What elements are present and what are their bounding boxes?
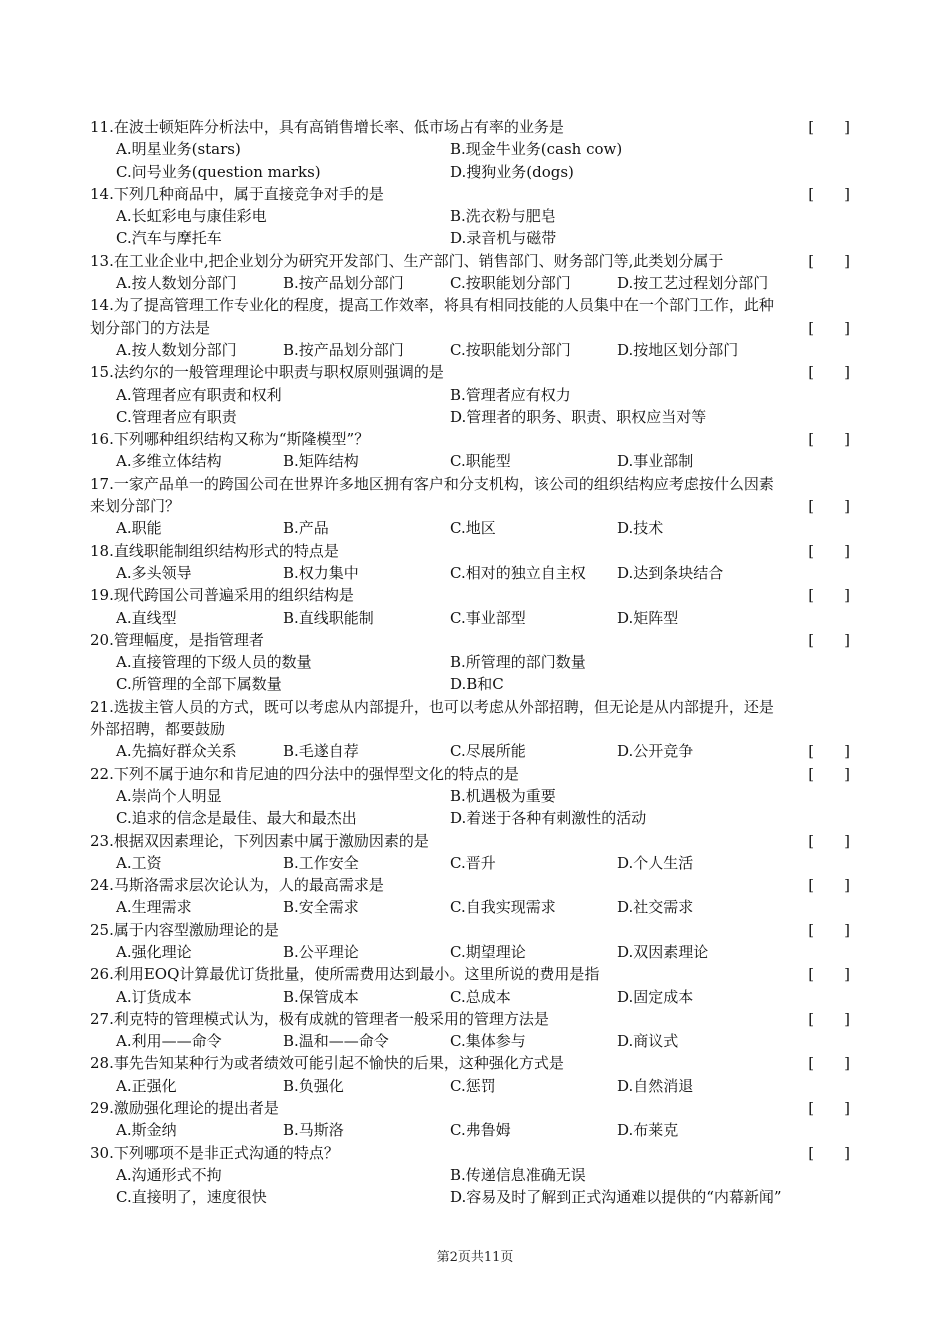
answer-bracket[interactable]: [ ]: [808, 630, 850, 649]
question-item: [90, 830, 860, 875]
question-item: [90, 361, 860, 428]
answer-option[interactable]: C.相对的独立自主权: [450, 563, 586, 582]
answer-option[interactable]: B.机遇极为重要: [450, 786, 556, 805]
question-item: [90, 294, 860, 361]
answer-option[interactable]: A.管理者应有职责和权利: [116, 385, 282, 404]
answer-option[interactable]: D.按工艺过程划分部门: [617, 274, 769, 293]
question-item: [90, 1097, 860, 1142]
question-stem-text: 14.为了提高管理工作专业化的程度，提高工作效率，将具有相同技能的人员集中在一个部门工作，此种: [90, 296, 774, 315]
question-item: [90, 540, 860, 585]
answer-option[interactable]: C.所管理的全部下属数量: [116, 675, 282, 694]
question-stem: [90, 763, 860, 785]
question-stem: [90, 116, 860, 138]
answer-option[interactable]: D.布莱克: [617, 1121, 679, 1140]
options-row: [90, 161, 860, 183]
options-row: [90, 339, 860, 361]
options-row: [90, 1164, 860, 1186]
options-row: [90, 1119, 860, 1141]
answer-option[interactable]: C.尽展所能: [450, 742, 526, 761]
question-stem: [90, 874, 860, 896]
answer-option[interactable]: A.明星业务(stars): [116, 140, 241, 159]
answer-option[interactable]: D.公开竞争: [617, 742, 694, 761]
answer-option[interactable]: A.订货成本: [116, 987, 192, 1006]
answer-option[interactable]: B.公平理论: [283, 942, 359, 961]
answer-bracket[interactable]: [ ]: [808, 430, 850, 449]
question-stem-text: 26.利用EOQ计算最优订货批量，使所需费用达到最小。这里所说的费用是指: [90, 965, 600, 984]
answer-option[interactable]: A.长虹彩电与康佳彩电: [116, 207, 267, 226]
options-row: [90, 651, 860, 673]
answer-option[interactable]: D.社交需求: [617, 898, 694, 917]
question-item: [90, 1142, 860, 1209]
options-row: [90, 1186, 860, 1208]
options-row: [90, 896, 860, 918]
question-stem-text: 24.马斯洛需求层次论认为，人的最高需求是: [90, 876, 384, 895]
question-stem-text: 27.利克特的管理模式认为，极有成就的管理者一般采用的管理方法是: [90, 1009, 549, 1028]
question-stem-text: 22.下列不属于迪尔和肯尼迪的四分法中的强悍型文化的特点的是: [90, 764, 519, 783]
question-stem-text: 11.在波士顿矩阵分析法中，具有高销售增长率、低市场占有率的业务是: [90, 118, 564, 136]
answer-option[interactable]: B.直线职能制: [283, 608, 374, 627]
question-item: [90, 1008, 860, 1053]
question-stem: [90, 830, 860, 852]
answer-option[interactable]: D.双因素理论: [617, 942, 709, 961]
answer-option[interactable]: C.追求的信念是最佳、最大和最杰出: [116, 809, 357, 828]
page-footer: 第2页共11页: [436, 1250, 514, 1265]
question-stem: [90, 1142, 860, 1164]
answer-bracket[interactable]: [ ]: [808, 764, 850, 783]
answer-option[interactable]: A.先搞好群众关系: [116, 742, 237, 761]
answer-option[interactable]: B.传递信息准确无误: [450, 1165, 586, 1184]
answer-option[interactable]: A.生理需求: [116, 898, 192, 917]
question-item: [90, 250, 860, 295]
answer-option[interactable]: A.直线型: [116, 608, 177, 627]
question-stem-text: 18.直线职能制组织结构形式的特点是: [90, 541, 339, 560]
answer-option[interactable]: D.矩阵型: [617, 608, 679, 627]
options-row: [90, 1075, 860, 1097]
options-row: [90, 941, 860, 963]
question-stem-text: 15.法约尔的一般管理理论中职责与职权原则强调的是: [90, 363, 444, 382]
question-list: [90, 116, 860, 1209]
answer-option[interactable]: B.马斯洛: [283, 1121, 344, 1140]
answer-option[interactable]: B.毛遂自荐: [283, 742, 359, 761]
question-stem: [90, 294, 860, 316]
question-item: [90, 763, 860, 830]
answer-option[interactable]: A.职能: [116, 519, 162, 538]
question-stem-text: 25.属于内容型激励理论的是: [90, 920, 279, 939]
question-stem: [90, 361, 860, 383]
options-row: [90, 517, 860, 539]
question-stem: [90, 919, 860, 941]
question-stem: [90, 473, 860, 495]
answer-bracket[interactable]: [ ]: [808, 1054, 850, 1073]
answer-option[interactable]: A.按人数划分部门: [116, 274, 237, 293]
options-row: [90, 1030, 860, 1052]
answer-bracket[interactable]: [ ]: [808, 1143, 850, 1162]
options-row: [90, 673, 860, 695]
answer-option[interactable]: D.管理者的职务、职责、职权应当对等: [450, 407, 707, 426]
answer-option[interactable]: D.搜狗业务(dogs): [450, 162, 574, 181]
answer-option[interactable]: B.按产品划分部门: [283, 274, 404, 293]
answer-option[interactable]: A.正强化: [116, 1076, 177, 1095]
options-row: [90, 450, 860, 472]
options-row: [90, 807, 860, 829]
question-stem: [90, 1097, 860, 1119]
answer-option[interactable]: C.直接明了，速度很快: [116, 1188, 267, 1207]
answer-option[interactable]: C.期望理论: [450, 942, 526, 961]
options-row: [90, 227, 860, 249]
answer-option[interactable]: B.产品: [283, 519, 329, 538]
answer-option[interactable]: B.所管理的部门数量: [450, 653, 586, 672]
question-stem: [90, 963, 860, 985]
question-item: [90, 629, 860, 696]
answer-option[interactable]: C.事业部型: [450, 608, 526, 627]
answer-option[interactable]: A.斯金纳: [116, 1121, 177, 1140]
answer-option[interactable]: C.晋升: [450, 853, 496, 872]
answer-option[interactable]: A.利用——命令: [116, 1032, 222, 1051]
question-item: [90, 428, 860, 473]
answer-bracket[interactable]: [ ]: [808, 497, 850, 516]
answer-option[interactable]: C.汽车与摩托车: [116, 229, 222, 248]
question-stem: [90, 1052, 860, 1074]
answer-option[interactable]: D.自然消退: [617, 1076, 694, 1095]
options-row: [90, 785, 860, 807]
answer-option[interactable]: C.总成本: [450, 987, 511, 1006]
answer-option[interactable]: C.按职能划分部门: [450, 274, 571, 293]
question-stem: [90, 584, 860, 606]
question-stem-text: 14.下列几种商品中，属于直接竞争对手的是: [90, 184, 384, 203]
answer-option[interactable]: D.按地区划分部门: [617, 340, 739, 359]
answer-option[interactable]: C.职能型: [450, 452, 511, 471]
answer-option[interactable]: A.多维立体结构: [116, 452, 222, 471]
answer-option[interactable]: C.问号业务(question marks): [116, 162, 321, 181]
question-stem-text: 来划分部门？: [90, 497, 181, 516]
answer-option[interactable]: C.按职能划分部门: [450, 340, 571, 359]
answer-option[interactable]: A.按人数划分部门: [116, 340, 237, 359]
question-stem: [90, 696, 860, 718]
options-row: [90, 384, 860, 406]
answer-option[interactable]: A.工资: [116, 853, 162, 872]
question-stem-text: 29.激励强化理论的提出者是: [90, 1099, 279, 1118]
answer-option[interactable]: B.负强化: [283, 1076, 344, 1095]
answer-bracket[interactable]: [ ]: [808, 318, 850, 337]
options-row: [90, 562, 860, 584]
answer-option[interactable]: C.地区: [450, 519, 496, 538]
answer-option[interactable]: D.事业部制: [617, 452, 694, 471]
answer-option[interactable]: A.沟通形式不拘: [116, 1165, 222, 1184]
answer-bracket[interactable]: [ ]: [808, 831, 850, 850]
answer-option[interactable]: B.权力集中: [283, 563, 359, 582]
question-stem-text: 16.下列哪种组织结构又称为“斯隆模型”？: [90, 430, 370, 449]
question-stem-text: 19.现代跨国公司普遍采用的组织结构是: [90, 586, 354, 605]
question-stem: [90, 183, 860, 205]
question-stem: [90, 250, 860, 272]
question-stem-text: 划分部门的方法是: [90, 318, 211, 337]
answer-bracket[interactable]: [ ]: [808, 1099, 850, 1118]
question-item: [90, 116, 860, 183]
question-stem: [90, 540, 860, 562]
question-stem-text: 21.选拔主管人员的方式，既可以考虑从内部提升，也可以考虑从外部招聘，但无论是从内部提升，还是: [90, 697, 774, 716]
answer-bracket[interactable]: [ ]: [808, 541, 850, 560]
question-stem-text: 23.根据双因素理论，下列因素中属于激励因素的是: [90, 831, 429, 850]
answer-option[interactable]: B.工作安全: [283, 853, 359, 872]
options-row: [90, 740, 860, 762]
question-item: [90, 919, 860, 964]
answer-option[interactable]: B.洗衣粉与肥皂: [450, 207, 556, 226]
answer-bracket[interactable]: [ ]: [808, 965, 850, 984]
answer-bracket[interactable]: [ ]: [808, 1009, 850, 1028]
question-stem: [90, 317, 860, 339]
question-stem-text: 28.事先告知某种行为或者绩效可能引起不愉快的后果，这种强化方式是: [90, 1054, 564, 1073]
answer-bracket[interactable]: [ ]: [808, 251, 850, 270]
answer-option[interactable]: D.固定成本: [617, 987, 694, 1006]
answer-option[interactable]: B.矩阵结构: [283, 452, 359, 471]
answer-option[interactable]: B.现金牛业务(cash cow): [450, 140, 623, 159]
answer-option[interactable]: C.集体参与: [450, 1032, 526, 1051]
options-row: [90, 138, 860, 160]
answer-option[interactable]: C.惩罚: [450, 1076, 496, 1095]
question-item: [90, 874, 860, 919]
answer-option[interactable]: D.达到条块结合: [617, 563, 724, 582]
answer-option[interactable]: C.管理者应有职责: [116, 407, 237, 426]
options-row: [90, 272, 860, 294]
answer-bracket[interactable]: [ ]: [808, 742, 850, 761]
answer-option[interactable]: A.直接管理的下级人员的数量: [116, 653, 312, 672]
options-row: [90, 986, 860, 1008]
question-stem: [90, 718, 860, 740]
question-item: [90, 696, 860, 763]
answer-option[interactable]: D.技术: [617, 519, 664, 538]
answer-option[interactable]: D.商议式: [617, 1032, 679, 1051]
answer-option[interactable]: A.崇尚个人明显: [116, 786, 222, 805]
question-item: [90, 584, 860, 629]
question-stem: [90, 428, 860, 450]
answer-option[interactable]: B.保管成本: [283, 987, 359, 1006]
question-item: [90, 963, 860, 1008]
options-row: [90, 852, 860, 874]
answer-bracket[interactable]: [ ]: [808, 184, 850, 203]
answer-option[interactable]: D.个人生活: [617, 853, 694, 872]
answer-option[interactable]: B.安全需求: [283, 898, 359, 917]
question-item: [90, 1052, 860, 1097]
answer-option[interactable]: C.弗鲁姆: [450, 1121, 511, 1140]
question-stem: [90, 495, 860, 517]
answer-option[interactable]: B.按产品划分部门: [283, 340, 404, 359]
answer-bracket[interactable]: [ ]: [808, 118, 850, 136]
answer-bracket[interactable]: [ ]: [808, 876, 850, 895]
question-item: [90, 473, 860, 540]
answer-option[interactable]: D.着迷于各种有刺激性的活动: [450, 809, 647, 828]
question-stem-text: 13.在工业企业中,把企业划分为研究开发部门、生产部门、销售部门、财务部门等,此类划分属于: [90, 251, 724, 270]
options-row: [90, 406, 860, 428]
answer-option[interactable]: A.多头领导: [116, 563, 192, 582]
question-stem-text: 30.下列哪项不是非正式沟通的特点？: [90, 1143, 339, 1162]
answer-option[interactable]: B.管理者应有权力: [450, 385, 571, 404]
answer-bracket[interactable]: [ ]: [808, 920, 850, 939]
answer-option[interactable]: A.强化理论: [116, 942, 192, 961]
question-stem-text: 20.管理幅度，是指管理者: [90, 630, 264, 649]
answer-bracket[interactable]: [ ]: [808, 363, 850, 382]
answer-option[interactable]: D.容易及时了解到正式沟通难以提供的“内幕新闻”: [450, 1188, 782, 1207]
question-item: [90, 183, 860, 250]
answer-option[interactable]: D.B和C: [450, 675, 504, 694]
answer-option[interactable]: D.录音机与磁带: [450, 229, 557, 248]
question-stem-text: 外部招聘，都要鼓励: [90, 720, 226, 739]
options-row: [90, 607, 860, 629]
question-stem-text: 17.一家产品单一的跨国公司在世界许多地区拥有客户和分支机构，该公司的组织结构应考虑按什么因素: [90, 474, 774, 493]
answer-option[interactable]: B.温和——命令: [283, 1032, 389, 1051]
answer-option[interactable]: C.自我实现需求: [450, 898, 556, 917]
answer-bracket[interactable]: [ ]: [808, 586, 850, 605]
question-stem: [90, 629, 860, 651]
question-stem: [90, 1008, 860, 1030]
options-row: [90, 205, 860, 227]
